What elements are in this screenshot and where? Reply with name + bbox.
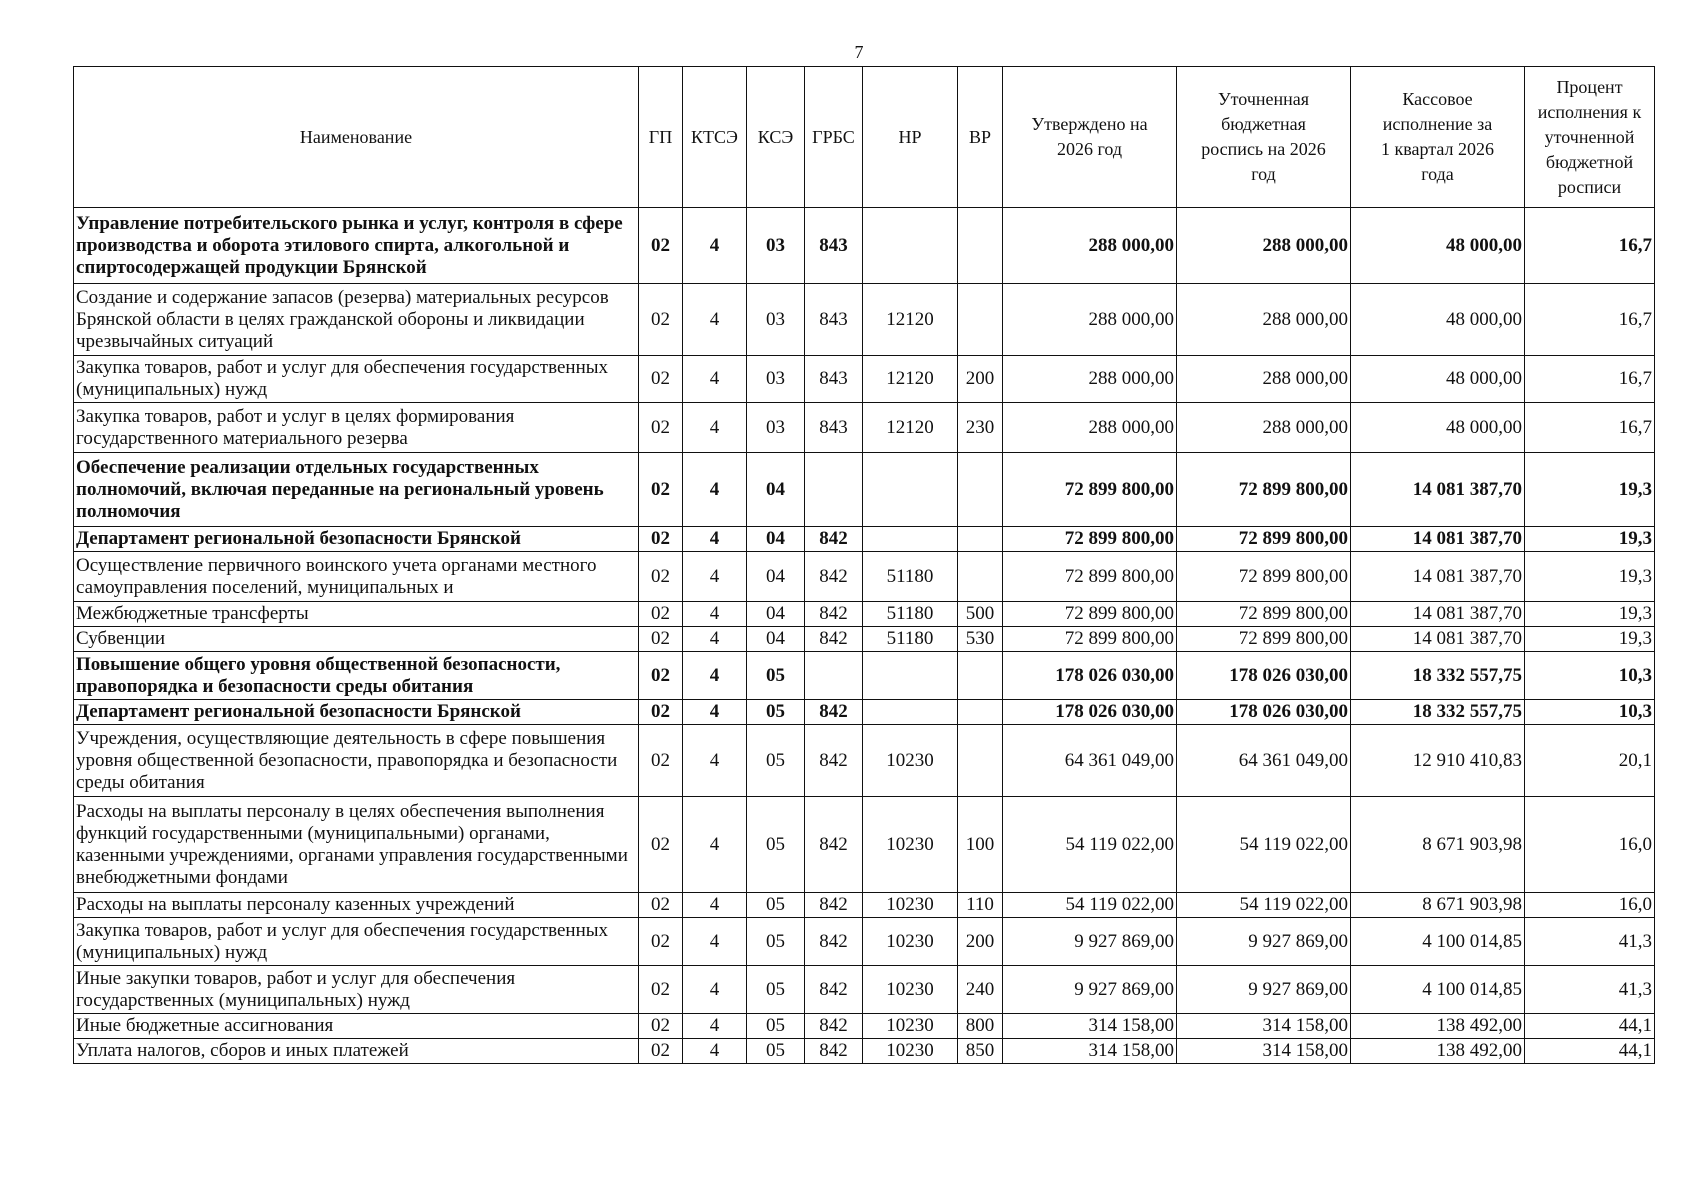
nr-cell: 10230 [863, 918, 958, 966]
ktse-cell: 4 [683, 627, 747, 652]
row-name-cell: Иные бюджетные ассигнования [74, 1014, 639, 1039]
percent-cell: 19,3 [1525, 627, 1655, 652]
vr-cell: 850 [958, 1039, 1003, 1064]
table-row [74, 700, 1655, 725]
header-gp: ГП [639, 67, 683, 208]
approved-cell: 54 119 022,00 [1003, 893, 1177, 918]
ktse-cell: 4 [683, 356, 747, 403]
nr-cell: 10230 [863, 797, 958, 893]
header-name: Наименование [74, 67, 639, 208]
kse-cell: 04 [747, 527, 805, 552]
gp-cell: 02 [639, 725, 683, 797]
table-row [74, 725, 1655, 797]
kse-cell: 05 [747, 893, 805, 918]
percent-cell: 16,7 [1525, 208, 1655, 284]
grbs-cell: 842 [805, 1014, 863, 1039]
table-row [74, 453, 1655, 527]
row-name-cell: Расходы на выплаты персоналу казенных учреждений [74, 893, 639, 918]
row-name-cell: Субвенции [74, 627, 639, 652]
nr-cell: 10230 [863, 893, 958, 918]
refined-cell: 288 000,00 [1177, 284, 1351, 356]
ktse-cell: 4 [683, 797, 747, 893]
row-name-cell: Повышение общего уровня общественной безопасности, правопорядка и безопасности среды обитания [74, 652, 639, 700]
gp-cell: 02 [639, 627, 683, 652]
percent-cell: 41,3 [1525, 918, 1655, 966]
ktse-cell: 4 [683, 602, 747, 627]
percent-cell: 16,7 [1525, 403, 1655, 453]
refined-cell: 72 899 800,00 [1177, 602, 1351, 627]
table-row [74, 284, 1655, 356]
table-row [74, 652, 1655, 700]
approved-cell: 72 899 800,00 [1003, 602, 1177, 627]
approved-cell: 72 899 800,00 [1003, 627, 1177, 652]
cash-cell: 4 100 014,85 [1351, 966, 1525, 1014]
percent-cell: 10,3 [1525, 652, 1655, 700]
kse-cell: 05 [747, 700, 805, 725]
nr-cell: 51180 [863, 602, 958, 627]
cash-cell: 18 332 557,75 [1351, 700, 1525, 725]
gp-cell: 02 [639, 652, 683, 700]
nr-cell: 12120 [863, 284, 958, 356]
vr-cell: 200 [958, 356, 1003, 403]
ktse-cell: 4 [683, 552, 747, 602]
approved-cell: 178 026 030,00 [1003, 700, 1177, 725]
grbs-cell: 843 [805, 356, 863, 403]
cash-cell: 8 671 903,98 [1351, 797, 1525, 893]
grbs-cell: 842 [805, 893, 863, 918]
percent-cell: 19,3 [1525, 527, 1655, 552]
cash-cell: 18 332 557,75 [1351, 652, 1525, 700]
nr-cell [863, 652, 958, 700]
row-name-cell: Закупка товаров, работ и услуг в целях формирования государственного материального резерва [74, 403, 639, 453]
refined-cell: 178 026 030,00 [1177, 652, 1351, 700]
approved-cell: 314 158,00 [1003, 1014, 1177, 1039]
table-row [74, 627, 1655, 652]
kse-cell: 05 [747, 797, 805, 893]
nr-cell [863, 208, 958, 284]
table-row [74, 966, 1655, 1014]
header-cash: Кассовое исполнение за 1 квартал 2026 года [1351, 67, 1525, 208]
row-name-cell: Межбюджетные трансферты [74, 602, 639, 627]
approved-cell: 9 927 869,00 [1003, 918, 1177, 966]
nr-cell: 51180 [863, 552, 958, 602]
cash-cell: 14 081 387,70 [1351, 552, 1525, 602]
row-name-cell: Осуществление первичного воинского учета органами местного самоуправления поселений, муниципальных и [74, 552, 639, 602]
ktse-cell: 4 [683, 725, 747, 797]
cash-cell: 14 081 387,70 [1351, 527, 1525, 552]
row-name-cell: Иные закупки товаров, работ и услуг для обеспечения государственных (муниципальных) нужд [74, 966, 639, 1014]
table-body [74, 208, 1655, 1064]
ktse-cell: 4 [683, 284, 747, 356]
ktse-cell: 4 [683, 208, 747, 284]
nr-cell: 10230 [863, 966, 958, 1014]
grbs-cell: 842 [805, 700, 863, 725]
approved-cell: 288 000,00 [1003, 356, 1177, 403]
cash-cell: 138 492,00 [1351, 1039, 1525, 1064]
grbs-cell: 842 [805, 552, 863, 602]
percent-cell: 20,1 [1525, 725, 1655, 797]
vr-cell: 110 [958, 893, 1003, 918]
vr-cell [958, 453, 1003, 527]
grbs-cell [805, 453, 863, 527]
ktse-cell: 4 [683, 700, 747, 725]
approved-cell: 178 026 030,00 [1003, 652, 1177, 700]
kse-cell: 04 [747, 627, 805, 652]
header-refined: Уточненная бюджетная роспись на 2026 год [1177, 67, 1351, 208]
gp-cell: 02 [639, 403, 683, 453]
row-name-cell: Департамент региональной безопасности Брянской [74, 700, 639, 725]
refined-cell: 288 000,00 [1177, 208, 1351, 284]
grbs-cell: 842 [805, 602, 863, 627]
percent-cell: 19,3 [1525, 552, 1655, 602]
vr-cell [958, 725, 1003, 797]
row-name-cell: Создание и содержание запасов (резерва) материальных ресурсов Брянской области в целях гражданской обороны и ликвидации чрезвычайных ситуаций [74, 284, 639, 356]
nr-cell: 10230 [863, 1014, 958, 1039]
refined-cell: 54 119 022,00 [1177, 797, 1351, 893]
row-name-cell: Учреждения, осуществляющие деятельность в сфере повышения уровня общественной безопасности, правопорядка и безопасности среды обитания [74, 725, 639, 797]
grbs-cell: 842 [805, 1039, 863, 1064]
percent-cell: 44,1 [1525, 1014, 1655, 1039]
kse-cell: 03 [747, 356, 805, 403]
grbs-cell: 843 [805, 403, 863, 453]
kse-cell: 05 [747, 1014, 805, 1039]
row-name-cell: Управление потребительского рынка и услуг, контроля в сфере производства и оборота этилового спирта, алкогольной и спиртосодержащей продукции Брянской [74, 208, 639, 284]
ktse-cell: 4 [683, 652, 747, 700]
gp-cell: 02 [639, 208, 683, 284]
gp-cell: 02 [639, 700, 683, 725]
table-row [74, 893, 1655, 918]
nr-cell: 10230 [863, 1039, 958, 1064]
table-row [74, 527, 1655, 552]
vr-cell: 200 [958, 918, 1003, 966]
header-ktse: КТСЭ [683, 67, 747, 208]
grbs-cell: 842 [805, 966, 863, 1014]
nr-cell: 51180 [863, 627, 958, 652]
cash-cell: 48 000,00 [1351, 284, 1525, 356]
vr-cell: 100 [958, 797, 1003, 893]
table-row [74, 918, 1655, 966]
vr-cell [958, 652, 1003, 700]
grbs-cell [805, 652, 863, 700]
refined-cell: 288 000,00 [1177, 403, 1351, 453]
cash-cell: 48 000,00 [1351, 208, 1525, 284]
grbs-cell: 843 [805, 284, 863, 356]
refined-cell: 72 899 800,00 [1177, 552, 1351, 602]
table-row [74, 356, 1655, 403]
percent-cell: 41,3 [1525, 966, 1655, 1014]
approved-cell: 288 000,00 [1003, 208, 1177, 284]
approved-cell: 72 899 800,00 [1003, 527, 1177, 552]
vr-cell: 240 [958, 966, 1003, 1014]
table-row [74, 1039, 1655, 1064]
percent-cell: 16,0 [1525, 893, 1655, 918]
page-number: 7 [854, 42, 864, 62]
table-row [74, 1014, 1655, 1039]
kse-cell: 03 [747, 403, 805, 453]
row-name-cell: Закупка товаров, работ и услуг для обеспечения государственных (муниципальных) нужд [74, 356, 639, 403]
gp-cell: 02 [639, 918, 683, 966]
percent-cell: 16,7 [1525, 356, 1655, 403]
kse-cell: 05 [747, 1039, 805, 1064]
approved-cell: 288 000,00 [1003, 284, 1177, 356]
refined-cell: 72 899 800,00 [1177, 453, 1351, 527]
refined-cell: 9 927 869,00 [1177, 918, 1351, 966]
vr-cell [958, 208, 1003, 284]
kse-cell: 05 [747, 725, 805, 797]
header-nr: НР [863, 67, 958, 208]
row-name-cell: Закупка товаров, работ и услуг для обеспечения государственных (муниципальных) нужд [74, 918, 639, 966]
table-header-row [74, 67, 1655, 208]
cash-cell: 14 081 387,70 [1351, 602, 1525, 627]
nr-cell [863, 527, 958, 552]
nr-cell [863, 453, 958, 527]
ktse-cell: 4 [683, 893, 747, 918]
vr-cell [958, 700, 1003, 725]
header-percent: Процент исполнения к уточненной бюджетной росписи [1525, 67, 1655, 208]
gp-cell: 02 [639, 356, 683, 403]
refined-cell: 64 361 049,00 [1177, 725, 1351, 797]
nr-cell: 10230 [863, 725, 958, 797]
vr-cell [958, 552, 1003, 602]
vr-cell [958, 284, 1003, 356]
table-row [74, 602, 1655, 627]
approved-cell: 54 119 022,00 [1003, 797, 1177, 893]
table-row [74, 208, 1655, 284]
header-approved: Утверждено на 2026 год [1003, 67, 1177, 208]
gp-cell: 02 [639, 453, 683, 527]
kse-cell: 05 [747, 918, 805, 966]
approved-cell: 64 361 049,00 [1003, 725, 1177, 797]
ktse-cell: 4 [683, 527, 747, 552]
ktse-cell: 4 [683, 1014, 747, 1039]
grbs-cell: 843 [805, 208, 863, 284]
refined-cell: 9 927 869,00 [1177, 966, 1351, 1014]
vr-cell: 230 [958, 403, 1003, 453]
kse-cell: 03 [747, 208, 805, 284]
nr-cell: 12120 [863, 403, 958, 453]
kse-cell: 03 [747, 284, 805, 356]
refined-cell: 288 000,00 [1177, 356, 1351, 403]
refined-cell: 314 158,00 [1177, 1039, 1351, 1064]
gp-cell: 02 [639, 1014, 683, 1039]
cash-cell: 12 910 410,83 [1351, 725, 1525, 797]
cash-cell: 14 081 387,70 [1351, 453, 1525, 527]
row-name-cell: Уплата налогов, сборов и иных платежей [74, 1039, 639, 1064]
cash-cell: 14 081 387,70 [1351, 627, 1525, 652]
gp-cell: 02 [639, 1039, 683, 1064]
kse-cell: 04 [747, 552, 805, 602]
row-name-cell: Обеспечение реализации отдельных государственных полномочий, включая переданные на региональный уровень полномочия [74, 453, 639, 527]
ktse-cell: 4 [683, 403, 747, 453]
vr-cell [958, 527, 1003, 552]
percent-cell: 19,3 [1525, 602, 1655, 627]
grbs-cell: 842 [805, 527, 863, 552]
table-row [74, 403, 1655, 453]
table-row [74, 552, 1655, 602]
header-grbs: ГРБС [805, 67, 863, 208]
ktse-cell: 4 [683, 1039, 747, 1064]
grbs-cell: 842 [805, 725, 863, 797]
nr-cell [863, 700, 958, 725]
percent-cell: 44,1 [1525, 1039, 1655, 1064]
refined-cell: 54 119 022,00 [1177, 893, 1351, 918]
percent-cell: 16,7 [1525, 284, 1655, 356]
refined-cell: 72 899 800,00 [1177, 527, 1351, 552]
cash-cell: 138 492,00 [1351, 1014, 1525, 1039]
kse-cell: 04 [747, 602, 805, 627]
cash-cell: 8 671 903,98 [1351, 893, 1525, 918]
gp-cell: 02 [639, 284, 683, 356]
ktse-cell: 4 [683, 918, 747, 966]
vr-cell: 500 [958, 602, 1003, 627]
percent-cell: 19,3 [1525, 453, 1655, 527]
budget-table [73, 66, 1655, 1064]
grbs-cell: 842 [805, 918, 863, 966]
gp-cell: 02 [639, 966, 683, 1014]
approved-cell: 288 000,00 [1003, 403, 1177, 453]
ktse-cell: 4 [683, 453, 747, 527]
header-kse: КСЭ [747, 67, 805, 208]
vr-cell: 530 [958, 627, 1003, 652]
gp-cell: 02 [639, 552, 683, 602]
kse-cell: 04 [747, 453, 805, 527]
kse-cell: 05 [747, 966, 805, 1014]
grbs-cell: 842 [805, 627, 863, 652]
cash-cell: 48 000,00 [1351, 356, 1525, 403]
vr-cell: 800 [958, 1014, 1003, 1039]
cash-cell: 48 000,00 [1351, 403, 1525, 453]
header-vr: ВР [958, 67, 1003, 208]
gp-cell: 02 [639, 527, 683, 552]
nr-cell: 12120 [863, 356, 958, 403]
percent-cell: 10,3 [1525, 700, 1655, 725]
refined-cell: 178 026 030,00 [1177, 700, 1351, 725]
table-row [74, 797, 1655, 893]
cash-cell: 4 100 014,85 [1351, 918, 1525, 966]
row-name-cell: Департамент региональной безопасности Брянской [74, 527, 639, 552]
refined-cell: 72 899 800,00 [1177, 627, 1351, 652]
approved-cell: 72 899 800,00 [1003, 552, 1177, 602]
gp-cell: 02 [639, 602, 683, 627]
kse-cell: 05 [747, 652, 805, 700]
row-name-cell: Расходы на выплаты персоналу в целях обеспечения выполнения функций государственными (муниципальными) органами, казенными учреждениями, органами управления государственными внебюджетными фондами [74, 797, 639, 893]
approved-cell: 314 158,00 [1003, 1039, 1177, 1064]
ktse-cell: 4 [683, 966, 747, 1014]
gp-cell: 02 [639, 797, 683, 893]
grbs-cell: 842 [805, 797, 863, 893]
gp-cell: 02 [639, 893, 683, 918]
percent-cell: 16,0 [1525, 797, 1655, 893]
refined-cell: 314 158,00 [1177, 1014, 1351, 1039]
approved-cell: 72 899 800,00 [1003, 453, 1177, 527]
approved-cell: 9 927 869,00 [1003, 966, 1177, 1014]
